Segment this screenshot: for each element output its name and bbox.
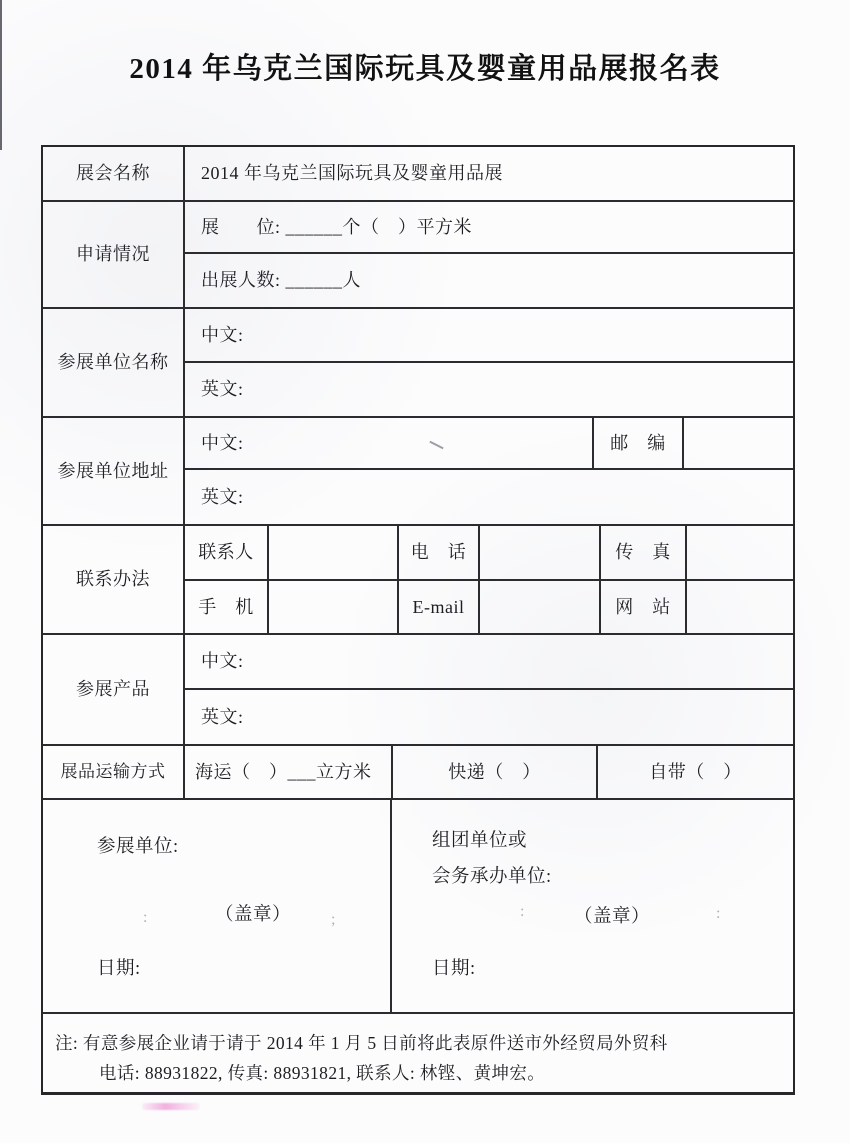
label-exhibition-name: 展会名称 <box>43 147 185 202</box>
company-name-english-field: 英文: <box>185 363 793 418</box>
products-english-field: 英文: <box>185 690 793 746</box>
exhibitor-date-label: 日期: <box>97 959 141 979</box>
shipping-sea-option: 海运（ ）___立方米 <box>185 746 393 800</box>
company-name-chinese-field: 中文: <box>185 309 793 363</box>
scan-artifact-colon: : <box>520 903 525 920</box>
note-line1: 注: 有意参展企业请于请于 2014 年 1 月 5 日前将此表原件送市外经贸局外贸科 <box>55 1033 668 1053</box>
organizer-label-line1: 组团单位或 <box>432 831 528 851</box>
label-shipping-method: 展品运输方式 <box>43 746 185 800</box>
scan-artifact-colon: : <box>143 909 148 926</box>
attendee-count-field: 出展人数: ______人 <box>185 254 793 309</box>
exhibitor-signature-cell <box>43 800 392 1014</box>
label-contact-method: 联系办法 <box>43 526 185 635</box>
scan-pink-smudge <box>142 1103 200 1110</box>
organizer-signature-cell <box>392 800 793 1014</box>
contact-person-value-cell <box>269 526 399 581</box>
website-label: 网 站 <box>601 581 687 635</box>
exhibitor-seal-label: （盖章） <box>215 905 292 925</box>
shipping-express-option: 快递（ ） <box>393 746 598 800</box>
organizer-label-line2: 会务承办单位: <box>432 867 552 887</box>
contact-person-label: 联系人 <box>185 526 269 581</box>
mobile-label: 手 机 <box>185 581 269 635</box>
exhibition-name-value: 2014 年乌克兰国际玩具及婴童用品展 <box>185 147 793 202</box>
exhibitor-signature-label: 参展单位: <box>97 837 179 857</box>
organizer-seal-label: （盖章） <box>574 907 651 927</box>
phone-value-cell <box>480 526 601 581</box>
shipping-self-option: 自带（ ） <box>598 746 793 800</box>
label-exhibitor-name: 参展单位名称 <box>43 309 185 418</box>
note-cell <box>43 1014 793 1092</box>
note-line2: 电话: 88931822, 传真: 88931821, 联系人: 林铿、黄坤宏。 <box>99 1063 546 1083</box>
mobile-value-cell <box>269 581 399 635</box>
address-english-field: 英文: <box>185 470 793 526</box>
scan-artifact-colon: : <box>716 905 721 922</box>
label-exhibit-products: 参展产品 <box>43 635 185 746</box>
email-label: E-mail <box>399 581 480 635</box>
label-application-status: 申请情况 <box>43 202 185 309</box>
email-value-cell <box>480 581 601 635</box>
postcode-label: 邮 编 <box>594 418 684 470</box>
fax-label: 传 真 <box>601 526 687 581</box>
scan-artifact-semicolon: ; <box>331 911 336 928</box>
fax-value-cell <box>687 526 793 581</box>
website-value-cell <box>687 581 793 635</box>
label-exhibitor-address: 参展单位地址 <box>43 418 185 526</box>
postcode-value-cell <box>684 418 793 470</box>
organizer-date-label: 日期: <box>432 959 476 979</box>
page-title: 2014 年乌克兰国际玩具及婴童用品展报名表 <box>129 53 721 85</box>
registration-form-table <box>41 145 795 1095</box>
address-chinese-field: 中文: <box>185 418 594 470</box>
products-chinese-field: 中文: <box>185 635 793 690</box>
phone-label: 电 话 <box>399 526 480 581</box>
booth-quantity-field: 展 位: ______个（ ）平方米 <box>185 202 793 254</box>
